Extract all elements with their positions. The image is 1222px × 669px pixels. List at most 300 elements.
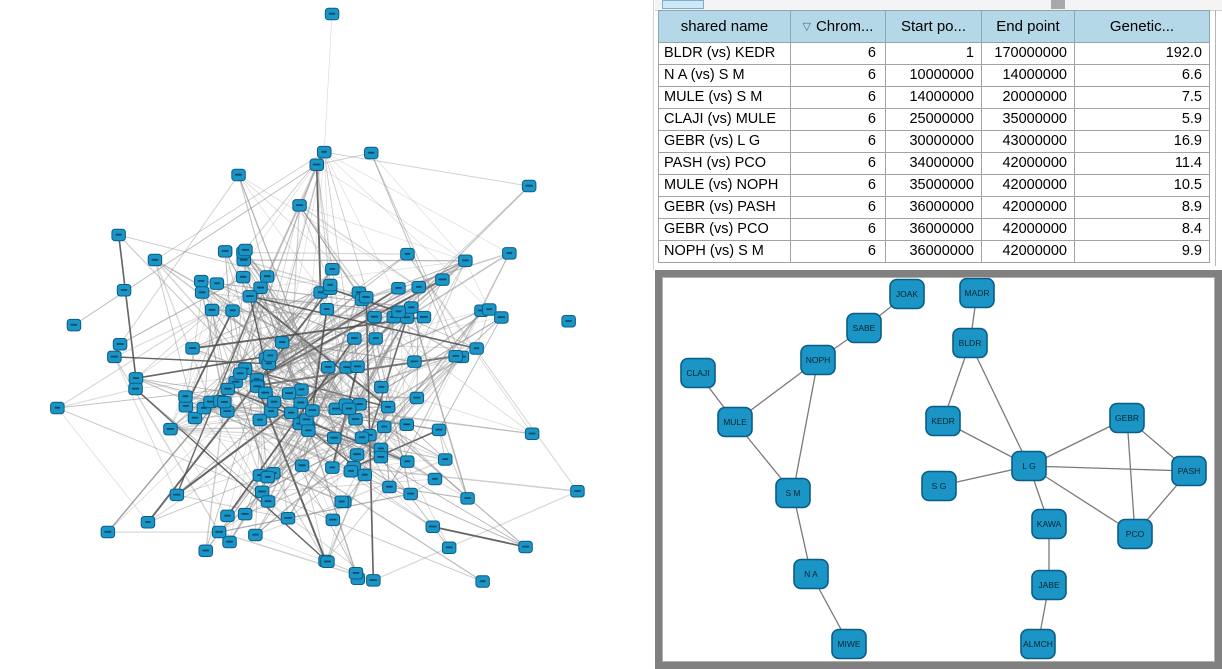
table-cell[interactable]: 36000000: [886, 219, 982, 241]
node-label: [240, 276, 247, 278]
node-label: [104, 531, 111, 533]
node-label: [378, 448, 384, 450]
node-label: MIWE: [837, 639, 861, 649]
node-label: [362, 474, 368, 476]
node-label: [359, 436, 365, 438]
network-node[interactable]: [148, 254, 162, 265]
network-node[interactable]: [392, 283, 406, 295]
network-node[interactable]: [67, 319, 81, 331]
network-node[interactable]: [179, 391, 193, 403]
network-node[interactable]: [295, 460, 309, 472]
node-label: [116, 234, 122, 236]
table-cell[interactable]: 192.0: [1075, 43, 1210, 65]
node-label: [356, 403, 362, 405]
node-label: CLAJI: [686, 368, 710, 378]
network-node[interactable]: [344, 466, 358, 478]
table-cell[interactable]: 34000000: [886, 153, 982, 175]
node-label: [506, 252, 512, 254]
network-node[interactable]: [449, 351, 463, 363]
node-label: ALMCH: [1023, 639, 1053, 649]
table-cell[interactable]: 6: [791, 197, 886, 219]
column-header-end-point[interactable]: [982, 11, 1075, 43]
network-node[interactable]: [325, 8, 339, 19]
node-label: [214, 282, 220, 284]
edge[interactable]: [57, 408, 482, 582]
column-header-label: Genetic...: [1109, 18, 1175, 35]
node-SABE[interactable]: [847, 314, 881, 343]
table-cell[interactable]: 6: [791, 43, 886, 65]
node-label: [192, 417, 199, 419]
node-label: [327, 284, 333, 286]
network-node[interactable]: [321, 556, 335, 568]
node-label: N A: [804, 569, 818, 579]
node-label: [404, 460, 410, 462]
node-label: [258, 491, 266, 493]
network-node[interactable]: [238, 508, 252, 520]
node-CLAJI[interactable]: [681, 359, 715, 388]
network-node[interactable]: [281, 513, 295, 525]
filter-icon[interactable]: ▽: [802, 21, 811, 33]
table-cell[interactable]: GEBR (vs) L G: [659, 131, 791, 153]
network-node[interactable]: [236, 271, 250, 283]
network-node[interactable]: [267, 396, 281, 408]
node-label: [230, 309, 236, 311]
edge[interactable]: [317, 165, 466, 261]
network-node[interactable]: [335, 496, 349, 508]
network-node[interactable]: [249, 529, 263, 541]
node-label: [405, 253, 411, 255]
network-node[interactable]: [562, 316, 576, 328]
network-node[interactable]: [164, 423, 178, 435]
network-node[interactable]: [101, 526, 115, 538]
network-node[interactable]: [349, 414, 363, 426]
network-node[interactable]: [195, 275, 209, 287]
node-KEDR[interactable]: [926, 407, 960, 436]
network-node[interactable]: [405, 302, 419, 314]
network-node[interactable]: [408, 356, 422, 368]
node-N A[interactable]: [794, 560, 828, 589]
edge-GEBR-PCO[interactable]: [1127, 418, 1135, 534]
node-label: [329, 13, 336, 15]
table-cell[interactable]: 42000000: [982, 175, 1075, 197]
network-node[interactable]: [349, 568, 363, 580]
node-label: [436, 429, 443, 431]
node-label: [145, 521, 151, 523]
sub-network-canvas[interactable]: [662, 277, 1215, 662]
table-row[interactable]: [659, 219, 1210, 241]
network-node[interactable]: [367, 575, 381, 587]
network-node[interactable]: [239, 244, 253, 256]
table-cell[interactable]: 6: [791, 131, 886, 153]
table-cell[interactable]: 6: [791, 219, 886, 241]
network-node[interactable]: [275, 337, 289, 349]
node-label: [268, 410, 274, 412]
network-node[interactable]: [381, 401, 395, 413]
table-cell[interactable]: 6: [791, 241, 886, 263]
network-node[interactable]: [360, 292, 374, 304]
table-cell[interactable]: 25000000: [886, 109, 982, 131]
network-node[interactable]: [355, 432, 369, 444]
table-cell[interactable]: 8.4: [1075, 219, 1210, 241]
column-header-label: shared name: [680, 18, 769, 35]
table-cell[interactable]: 6: [791, 153, 886, 175]
table-cell[interactable]: 1: [886, 43, 982, 65]
network-node[interactable]: [383, 481, 397, 493]
network-node[interactable]: [221, 510, 235, 521]
network-node[interactable]: [234, 368, 248, 380]
table-cell[interactable]: 14000000: [886, 87, 982, 109]
edge-table-panel: [655, 0, 1222, 270]
node-GEBR[interactable]: [1110, 404, 1144, 433]
node-label: JOAK: [895, 289, 919, 299]
node-label: [252, 534, 259, 536]
network-node[interactable]: [368, 311, 382, 323]
node-label: [257, 419, 263, 421]
network-node[interactable]: [51, 402, 65, 414]
network-node[interactable]: [129, 373, 143, 385]
column-header-shared-name[interactable]: [659, 11, 791, 43]
edge[interactable]: [389, 253, 509, 487]
network-node[interactable]: [442, 542, 456, 554]
edge[interactable]: [324, 14, 332, 152]
table-cell[interactable]: 20000000: [982, 87, 1075, 109]
node-PCO[interactable]: [1118, 520, 1152, 549]
network-node[interactable]: [401, 456, 415, 468]
table-row[interactable]: [659, 109, 1210, 131]
network-node[interactable]: [199, 545, 213, 557]
network-node[interactable]: [218, 396, 232, 408]
table-row[interactable]: [659, 153, 1210, 175]
column-header-label: Start po...: [900, 18, 967, 35]
table-cell[interactable]: 35000000: [982, 109, 1075, 131]
edge[interactable]: [270, 152, 324, 356]
network-node[interactable]: [432, 424, 446, 436]
table-cell[interactable]: PASH (vs) PCO: [659, 153, 791, 175]
table-cell[interactable]: GEBR (vs) PCO: [659, 219, 791, 241]
node-label: [71, 324, 78, 326]
node-label: [235, 174, 242, 176]
network-node[interactable]: [218, 246, 232, 258]
network-node[interactable]: [326, 462, 340, 474]
network-node[interactable]: [226, 305, 240, 317]
node-MULE[interactable]: [718, 408, 752, 437]
node-label: [325, 366, 332, 368]
network-node[interactable]: [519, 541, 533, 553]
table-cell[interactable]: 7.5: [1075, 87, 1210, 109]
node-label: [395, 287, 401, 289]
table-cell[interactable]: 6: [791, 87, 886, 109]
table-cell[interactable]: MULE (vs) NOPH: [659, 175, 791, 197]
table-cell[interactable]: 42000000: [982, 153, 1075, 175]
node-label: [329, 519, 336, 521]
node-MADR[interactable]: [960, 279, 994, 308]
node-label: [420, 316, 428, 318]
node-label: [271, 401, 278, 403]
node-label: [324, 308, 330, 310]
table-row[interactable]: [659, 65, 1210, 87]
table-cell[interactable]: N A (vs) S M: [659, 65, 791, 87]
node-label: [198, 280, 205, 282]
column-header-label: Chrom...: [815, 18, 874, 35]
node-label: [226, 541, 233, 543]
table-cell[interactable]: 6: [791, 65, 886, 87]
column-header-genetic[interactable]: [1075, 11, 1210, 43]
node-label: S G: [931, 481, 947, 491]
network-node[interactable]: [205, 304, 219, 316]
edge-L G-PASH[interactable]: [1029, 466, 1189, 471]
edge[interactable]: [212, 152, 324, 310]
network-node[interactable]: [293, 200, 307, 212]
network-node[interactable]: [495, 312, 509, 324]
table-row[interactable]: [659, 197, 1210, 219]
edge[interactable]: [371, 153, 465, 261]
network-node[interactable]: [461, 493, 475, 505]
network-node[interactable]: [328, 432, 342, 444]
network-node[interactable]: [326, 264, 340, 276]
node-label: [362, 296, 370, 298]
table-cell[interactable]: 42000000: [982, 241, 1075, 263]
node-label: [407, 493, 414, 495]
column-header-label: End point: [996, 18, 1060, 35]
network-node[interactable]: [392, 306, 406, 318]
network-node[interactable]: [295, 384, 309, 396]
node-label: [381, 426, 387, 428]
node-label: [297, 402, 305, 404]
node-label: [354, 366, 361, 368]
network-node[interactable]: [401, 248, 415, 260]
table-cell[interactable]: 43000000: [982, 131, 1075, 153]
network-node[interactable]: [428, 473, 442, 485]
network-node[interactable]: [571, 486, 585, 498]
network-node[interactable]: [503, 248, 516, 260]
network-node[interactable]: [351, 361, 365, 373]
network-node[interactable]: [459, 255, 473, 267]
node-ALMCH[interactable]: [1021, 630, 1055, 659]
network-node[interactable]: [285, 407, 299, 419]
network-node[interactable]: [470, 343, 484, 355]
node-JOAK[interactable]: [890, 280, 924, 309]
network-node[interactable]: [326, 514, 340, 526]
table-cell[interactable]: 170000000: [982, 43, 1075, 65]
table-cell[interactable]: 10.5: [1075, 175, 1210, 197]
table-cell[interactable]: 8.9: [1075, 197, 1210, 219]
network-node[interactable]: [412, 281, 426, 293]
node-label: GEBR: [1114, 413, 1140, 423]
node-label: [446, 547, 453, 549]
network-node[interactable]: [348, 333, 362, 345]
network-node[interactable]: [322, 362, 336, 374]
sub-network-graph[interactable]: [663, 278, 1214, 661]
table-row[interactable]: [659, 175, 1210, 197]
edge[interactable]: [57, 389, 135, 408]
network-node[interactable]: [232, 169, 246, 181]
node-label: [439, 279, 447, 281]
network-node[interactable]: [129, 383, 143, 395]
network-node[interactable]: [253, 414, 267, 426]
node-L G[interactable]: [1012, 452, 1046, 481]
network-node[interactable]: [436, 274, 450, 286]
table-cell[interactable]: GEBR (vs) PASH: [659, 197, 791, 219]
node-label: [346, 408, 353, 410]
table-row[interactable]: [659, 131, 1210, 153]
node-label: [298, 464, 305, 466]
table-cell[interactable]: 6.6: [1075, 65, 1210, 87]
network-node[interactable]: [350, 449, 364, 461]
network-node[interactable]: [195, 287, 209, 299]
node-label: JABE: [1038, 580, 1060, 590]
node-label: [133, 377, 139, 379]
table-row[interactable]: [659, 87, 1210, 109]
node-label: S M: [785, 488, 801, 498]
network-node[interactable]: [261, 496, 275, 508]
network-node[interactable]: [404, 488, 418, 500]
node-label: [222, 250, 229, 252]
network-node[interactable]: [306, 405, 320, 417]
edge-attribute-table: [658, 10, 1210, 263]
table-cell[interactable]: 10000000: [886, 65, 982, 87]
network-node[interactable]: [212, 526, 226, 538]
node-MIWE[interactable]: [832, 630, 866, 659]
network-node[interactable]: [410, 392, 424, 404]
table-cell[interactable]: 6: [791, 175, 886, 197]
edge[interactable]: [407, 254, 577, 491]
node-label: [199, 291, 206, 293]
network-node[interactable]: [476, 576, 490, 588]
network-node[interactable]: [522, 180, 536, 192]
node-label: [377, 456, 384, 458]
network-node[interactable]: [439, 454, 453, 466]
table-row[interactable]: [659, 43, 1210, 65]
network-node[interactable]: [112, 229, 126, 241]
node-PASH[interactable]: [1172, 457, 1206, 486]
network-node[interactable]: [302, 425, 316, 437]
node-label: [309, 409, 317, 411]
network-node[interactable]: [525, 428, 539, 440]
node-JABE[interactable]: [1032, 571, 1066, 600]
edge[interactable]: [407, 318, 415, 362]
network-node[interactable]: [186, 343, 200, 355]
network-node[interactable]: [342, 403, 356, 415]
node-label: [486, 308, 492, 310]
network-node[interactable]: [243, 291, 257, 303]
node-label: [265, 476, 271, 478]
network-node[interactable]: [282, 388, 296, 400]
node-label: [343, 366, 350, 368]
network-node[interactable]: [261, 471, 275, 483]
edge[interactable]: [57, 408, 148, 522]
table-cell[interactable]: 36000000: [886, 241, 982, 263]
node-KAWA[interactable]: [1032, 510, 1066, 539]
table-cell[interactable]: 9.9: [1075, 241, 1210, 263]
network-node[interactable]: [223, 536, 237, 548]
network-node[interactable]: [108, 351, 122, 363]
network-node[interactable]: [358, 469, 372, 481]
network-node[interactable]: [318, 146, 332, 158]
network-node[interactable]: [374, 451, 388, 463]
table-cell[interactable]: 35000000: [886, 175, 982, 197]
node-label: [403, 424, 410, 426]
node-S M[interactable]: [776, 479, 810, 508]
network-node[interactable]: [365, 147, 379, 159]
node-label: [464, 497, 470, 499]
edge-BLDR-L G[interactable]: [970, 343, 1029, 466]
network-node[interactable]: [117, 285, 131, 297]
node-label: [525, 185, 532, 187]
network-node[interactable]: [113, 339, 127, 351]
edge[interactable]: [244, 260, 466, 261]
network-node[interactable]: [170, 489, 184, 501]
table-cell[interactable]: 5.9: [1075, 109, 1210, 131]
network-node[interactable]: [483, 304, 497, 316]
table-cell[interactable]: 6: [791, 109, 886, 131]
network-node[interactable]: [324, 279, 338, 291]
network-node[interactable]: [210, 278, 224, 290]
node-label: [246, 295, 254, 297]
column-header-start-point[interactable]: [886, 11, 982, 43]
node-label: [498, 316, 506, 318]
table-cell[interactable]: 30000000: [886, 131, 982, 153]
table-cell[interactable]: 16.9: [1075, 131, 1210, 153]
table-cell[interactable]: NOPH (vs) S M: [659, 241, 791, 263]
table-cell[interactable]: 36000000: [886, 197, 982, 219]
node-label: [288, 412, 294, 414]
node-label: [413, 397, 420, 399]
network-node[interactable]: [320, 304, 334, 316]
edge-NOPH-S M[interactable]: [793, 360, 818, 493]
network-node[interactable]: [426, 521, 440, 533]
network-node[interactable]: [378, 421, 392, 433]
network-node[interactable]: [264, 350, 278, 362]
node-label: [237, 372, 244, 374]
network-node[interactable]: [310, 159, 324, 171]
table-cell[interactable]: 42000000: [982, 219, 1075, 241]
node-label: [167, 428, 174, 430]
network-node[interactable]: [221, 383, 235, 395]
table-cell[interactable]: 42000000: [982, 197, 1075, 219]
node-label: [453, 355, 459, 357]
network-node[interactable]: [141, 517, 155, 529]
table-row[interactable]: [659, 241, 1210, 263]
table-cell[interactable]: MULE (vs) S M: [659, 87, 791, 109]
node-label: [313, 164, 321, 166]
table-cell[interactable]: 14000000: [982, 65, 1075, 87]
node-label: [386, 486, 393, 488]
node-label: [385, 406, 391, 408]
node-label: [324, 561, 331, 563]
node-S G[interactable]: [922, 472, 956, 501]
network-node[interactable]: [400, 419, 414, 431]
network-node[interactable]: [369, 333, 383, 345]
node-label: [242, 249, 250, 251]
table-tab-chip[interactable]: [662, 0, 704, 9]
node-BLDR[interactable]: [953, 329, 987, 358]
node-label: [332, 408, 340, 410]
node-label: [265, 500, 272, 502]
node-label: [209, 309, 216, 311]
node-label: [132, 388, 139, 390]
network-node[interactable]: [417, 311, 431, 323]
network-node[interactable]: [375, 381, 389, 393]
table-cell[interactable]: 11.4: [1075, 153, 1210, 175]
node-NOPH[interactable]: [801, 346, 835, 375]
node-label: [232, 381, 239, 383]
scrollbar-thumb[interactable]: [1051, 0, 1065, 9]
column-header-chromosome[interactable]: [791, 11, 886, 43]
network-node[interactable]: [260, 271, 274, 283]
table-cell[interactable]: CLAJI (vs) MULE: [659, 109, 791, 131]
node-label: [330, 467, 336, 469]
table-cell[interactable]: BLDR (vs) KEDR: [659, 43, 791, 65]
